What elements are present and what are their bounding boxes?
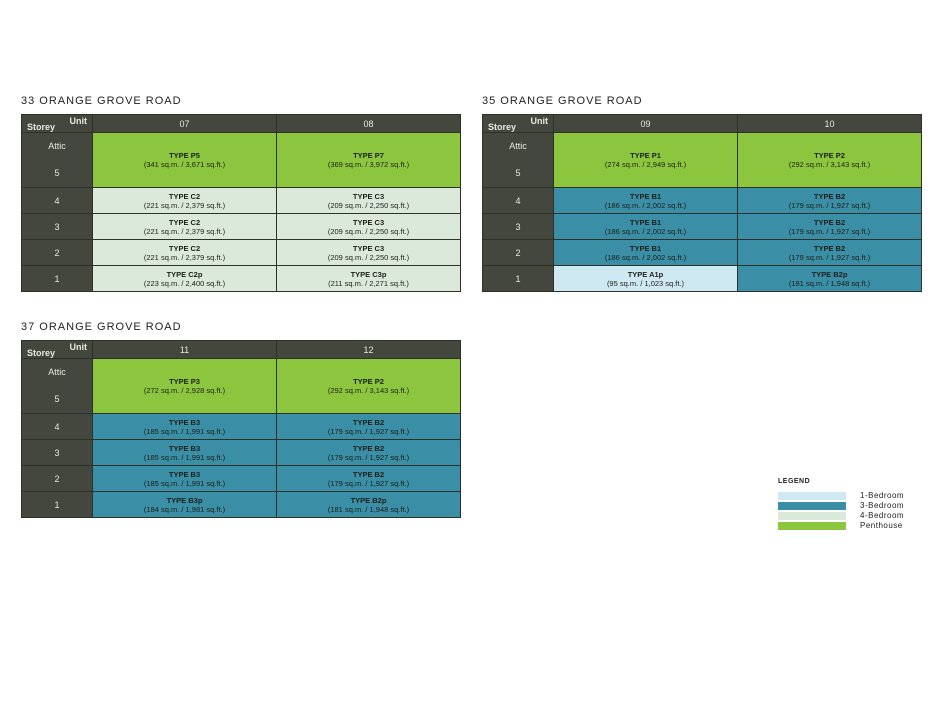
unit-type: TYPE A1p <box>627 269 664 279</box>
unit-area: (179 sq.m. / 1,927 sq.ft.) <box>327 452 410 462</box>
unit-column-header: 07 <box>93 115 277 133</box>
unit-type: TYPE C3p <box>350 269 387 279</box>
unit-cell-penthouse <box>277 133 461 188</box>
unit-cell <box>554 266 738 292</box>
unit-type: TYPE B2 <box>352 469 385 479</box>
storey-row <box>22 188 461 214</box>
storey-label: 4 <box>483 188 554 214</box>
unit-area: (221 sq.m. / 2,379 sq.ft.) <box>143 252 226 262</box>
unit-area: (209 sq.m. / 2,250 sq.ft.) <box>327 252 410 262</box>
unit-cell <box>277 414 461 440</box>
unit-cell <box>93 440 277 466</box>
unit-area: (181 sq.m. / 1,948 sq.ft.) <box>788 278 871 288</box>
unit-area: (209 sq.m. / 2,250 sq.ft.) <box>327 226 410 236</box>
unit-area: (272 sq.m. / 2,928 sq.ft.) <box>143 386 226 395</box>
storey-label: 5 <box>54 168 60 178</box>
storey-header-label: Storey <box>27 348 56 358</box>
legend-item-penthouse <box>778 521 928 531</box>
unit-cell <box>554 214 738 240</box>
legend-item-3-bedroom <box>778 501 928 511</box>
header-corner <box>22 115 93 133</box>
unit-cell <box>93 188 277 214</box>
storey-label: 3 <box>483 214 554 240</box>
unit-type: TYPE P1 <box>630 151 661 160</box>
storey-label-attic-5 <box>22 133 93 188</box>
unit-area: (179 sq.m. / 1,927 sq.ft.) <box>788 226 871 236</box>
unit-type: TYPE C3 <box>352 243 385 253</box>
unit-cell <box>93 240 277 266</box>
unit-area: (186 sq.m. / 2,002 sq.ft.) <box>604 252 687 262</box>
unit-area: (341 sq.m. / 3,671 sq.ft.) <box>143 160 226 169</box>
unit-type: TYPE C3 <box>352 191 385 201</box>
legend-swatch <box>778 492 846 500</box>
storey-label: 1 <box>22 266 93 292</box>
header-corner <box>483 115 554 133</box>
unit-area: (179 sq.m. / 1,927 sq.ft.) <box>788 252 871 262</box>
unit-cell <box>738 214 922 240</box>
header-corner <box>22 341 93 359</box>
storey-label: 3 <box>22 440 93 466</box>
unit-area: (221 sq.m. / 2,379 sq.ft.) <box>143 226 226 236</box>
unit-type: TYPE B3p <box>166 495 203 505</box>
legend-item-4-bedroom <box>778 511 928 521</box>
storey-label: Attic <box>509 141 527 151</box>
storey-label: Attic <box>48 367 66 377</box>
storey-label: Attic <box>48 141 66 151</box>
unit-area: (223 sq.m. / 2,400 sq.ft.) <box>143 278 226 288</box>
storey-row <box>22 440 461 466</box>
building-block <box>21 321 461 556</box>
storey-row <box>22 466 461 492</box>
unit-area: (211 sq.m. / 2,271 sq.ft.) <box>328 278 409 288</box>
unit-type: TYPE C2p <box>166 269 203 279</box>
unit-area: (186 sq.m. / 2,002 sq.ft.) <box>604 226 687 236</box>
unit-cell <box>738 240 922 266</box>
storey-row <box>483 266 922 292</box>
unit-type: TYPE C3 <box>352 217 385 227</box>
unit-area: (292 sq.m. / 3,143 sq.ft.) <box>788 160 871 169</box>
unit-area: (95 sq.m. / 1,023 sq.ft.) <box>606 278 685 288</box>
unit-type: TYPE B1 <box>629 191 662 201</box>
unit-column-header: 12 <box>277 341 461 359</box>
building-block <box>21 95 461 330</box>
unit-area: (179 sq.m. / 1,927 sq.ft.) <box>327 426 410 436</box>
unit-table <box>21 114 461 292</box>
unit-area: (179 sq.m. / 1,927 sq.ft.) <box>788 200 871 210</box>
storey-label-attic-5 <box>483 133 554 188</box>
building-title: 35 ORANGE GROVE ROAD <box>482 95 643 107</box>
storey-header-label: Storey <box>488 122 517 132</box>
unit-cell <box>738 266 922 292</box>
legend-label: 4-Bedroom <box>860 511 905 520</box>
storey-label: 2 <box>22 466 93 492</box>
unit-type: TYPE B2 <box>813 243 846 253</box>
unit-area: (179 sq.m. / 1,927 sq.ft.) <box>327 478 410 488</box>
unit-table <box>482 114 922 292</box>
unit-cell <box>93 266 277 292</box>
unit-cell <box>554 240 738 266</box>
unit-cell <box>277 466 461 492</box>
unit-type: TYPE C2 <box>168 217 201 227</box>
unit-area: (181 sq.m. / 1,948 sq.ft.) <box>327 504 410 514</box>
unit-cell-penthouse <box>93 359 277 414</box>
storey-label-attic-5 <box>22 359 93 414</box>
building-title: 37 ORANGE GROVE ROAD <box>21 321 182 333</box>
unit-type: TYPE P7 <box>353 151 384 160</box>
unit-cell-penthouse <box>277 359 461 414</box>
storey-row <box>22 492 461 518</box>
unit-area: (369 sq.m. / 3,972 sq.ft.) <box>327 160 410 169</box>
unit-type: TYPE C2 <box>168 243 201 253</box>
unit-type: TYPE B2 <box>352 417 385 427</box>
storey-row <box>22 240 461 266</box>
legend-swatch <box>778 522 846 530</box>
legend-swatch <box>778 502 846 510</box>
unit-cell <box>738 188 922 214</box>
unit-area: (185 sq.m. / 1,991 sq.ft.) <box>143 478 226 488</box>
storey-label: 1 <box>483 266 554 292</box>
legend <box>778 478 928 531</box>
unit-cell-penthouse <box>554 133 738 188</box>
unit-type: TYPE B2p <box>350 495 387 505</box>
storey-label: 5 <box>515 168 521 178</box>
unit-type: TYPE B2 <box>813 191 846 201</box>
unit-cell <box>277 188 461 214</box>
unit-area: (185 sq.m. / 1,991 sq.ft.) <box>143 426 226 436</box>
storey-label: 4 <box>22 414 93 440</box>
storey-row <box>483 240 922 266</box>
unit-cell <box>93 414 277 440</box>
unit-table <box>21 340 461 518</box>
unit-column-header: 09 <box>554 115 738 133</box>
unit-cell-penthouse <box>93 133 277 188</box>
unit-type: TYPE B3 <box>168 417 201 427</box>
unit-area: (221 sq.m. / 2,379 sq.ft.) <box>143 200 226 210</box>
unit-header-label: Unit <box>69 116 87 126</box>
unit-type: TYPE B3 <box>168 443 201 453</box>
unit-cell <box>277 492 461 518</box>
storey-label: 1 <box>22 492 93 518</box>
storey-row <box>483 214 922 240</box>
storey-label: 2 <box>22 240 93 266</box>
unit-area: (292 sq.m. / 3,143 sq.ft.) <box>327 386 410 395</box>
unit-column-header: 08 <box>277 115 461 133</box>
storey-row <box>22 266 461 292</box>
unit-cell <box>277 240 461 266</box>
building-block <box>482 95 922 330</box>
unit-area: (185 sq.m. / 1,991 sq.ft.) <box>143 452 226 462</box>
unit-type: TYPE P5 <box>169 151 200 160</box>
storey-row <box>22 414 461 440</box>
building-title: 33 ORANGE GROVE ROAD <box>21 95 182 107</box>
legend-item-1-bedroom <box>778 491 928 501</box>
unit-cell <box>554 188 738 214</box>
legend-label: Penthouse <box>860 521 903 530</box>
unit-header-label: Unit <box>69 342 87 352</box>
unit-type: TYPE P2 <box>814 151 845 160</box>
legend-label: 1-Bedroom <box>860 491 905 500</box>
unit-type: TYPE B1 <box>629 217 662 227</box>
storey-label: 3 <box>22 214 93 240</box>
unit-type: TYPE P2 <box>353 377 384 386</box>
unit-cell <box>93 492 277 518</box>
unit-area: (274 sq.m. / 2,949 sq.ft.) <box>604 160 687 169</box>
unit-type: TYPE B2 <box>352 443 385 453</box>
storey-label: 4 <box>22 188 93 214</box>
unit-cell <box>277 266 461 292</box>
unit-type: TYPE B3 <box>168 469 201 479</box>
legend-swatch <box>778 512 846 520</box>
storey-row <box>483 188 922 214</box>
unit-header-label: Unit <box>530 116 548 126</box>
unit-cell <box>277 214 461 240</box>
unit-type: TYPE B2 <box>813 217 846 227</box>
unit-type: TYPE C2 <box>168 191 201 201</box>
unit-area: (209 sq.m. / 2,250 sq.ft.) <box>327 200 410 210</box>
unit-cell-penthouse <box>738 133 922 188</box>
unit-type: TYPE B2p <box>811 269 848 279</box>
unit-column-header: 10 <box>738 115 922 133</box>
storey-row <box>22 214 461 240</box>
storey-label: 2 <box>483 240 554 266</box>
storey-label: 5 <box>54 394 60 404</box>
unit-type: TYPE B1 <box>629 243 662 253</box>
unit-column-header: 11 <box>93 341 277 359</box>
legend-label: 3-Bedroom <box>860 501 905 510</box>
legend-title: LEGEND <box>778 478 811 485</box>
unit-area: (186 sq.m. / 2,002 sq.ft.) <box>604 200 687 210</box>
storey-header-label: Storey <box>27 122 56 132</box>
unit-area: (184 sq.m. / 1,981 sq.ft.) <box>143 504 226 514</box>
unit-cell <box>93 466 277 492</box>
unit-cell <box>277 440 461 466</box>
unit-cell <box>93 214 277 240</box>
unit-type: TYPE P3 <box>169 377 200 386</box>
